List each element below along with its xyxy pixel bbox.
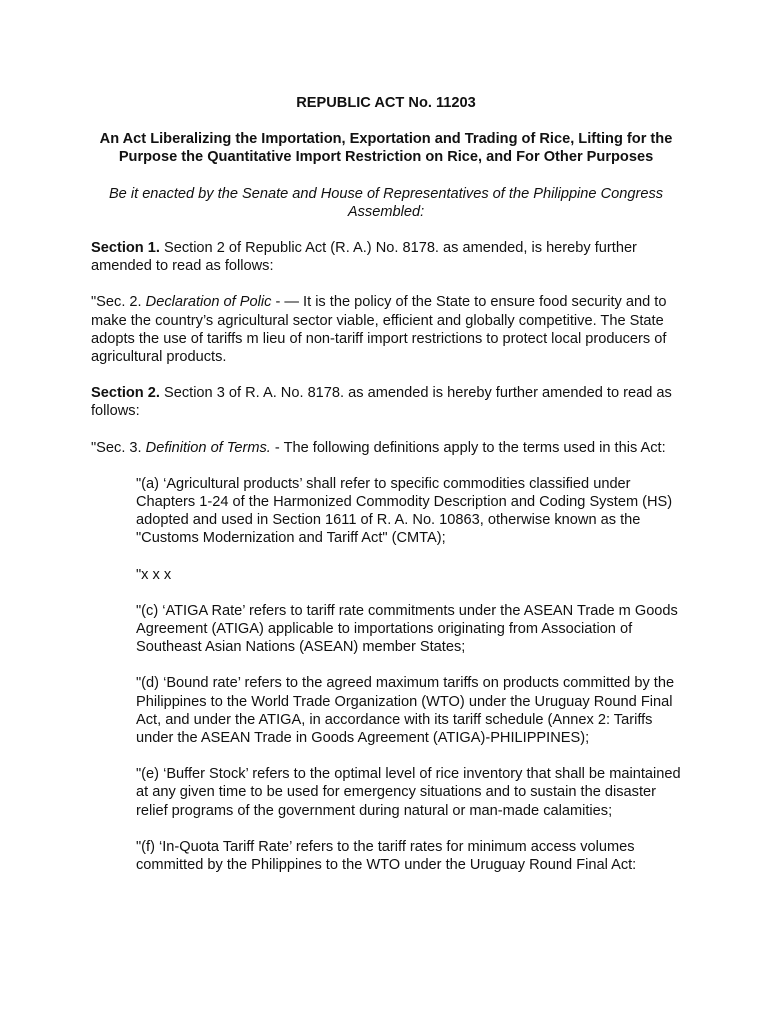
definition-c: "(c) ‘ATIGA Rate’ refers to tariff rate commitments under the ASEAN Trade m Goods Agreement (ATIGA) applicable to importations originating from Association of Southeast Asian Nations (ASEAN) member States; xyxy=(136,602,678,656)
sec-3-paragraph xyxy=(91,439,681,457)
long-title: An Act Liberalizing the Importation, Exportation and Trading of Rice, Lifting for the Purpose the Quantitative Import Restriction on Rice, and For Other Purposes xyxy=(99,131,673,166)
sec-2-heading: Declaration of Polic xyxy=(145,294,272,311)
sec-2-text: - — It is the policy of the State to ensure food security and to make the country’s agricultural sector viable, efficient and globally competitive. The State adopts the use of tariffs m lieu of non-tariff import restrictions to protect local producers of agricultural products. xyxy=(91,294,667,366)
section-1-paragraph xyxy=(91,239,681,275)
sec-3-prefix: "Sec. 3. xyxy=(91,439,146,456)
section-1-heading: Section 1. xyxy=(91,240,160,257)
sec-2-prefix: "Sec. 2. xyxy=(91,294,146,311)
sec-3-text: - The following definitions apply to the terms used in this Act: xyxy=(270,439,666,456)
definition-omitted: "x x x xyxy=(136,566,172,583)
section-2-paragraph xyxy=(91,384,681,420)
enacting-clause: Be it enacted by the Senate and House of Representatives of the Philippine Congress Assembled: xyxy=(108,185,664,220)
definition-d: "(d) ‘Bound rate’ refers to the agreed maximum tariffs on products committed by the Philippines to the World Trade Organization (WTO) under the Uruguay Round Final Act, and under the ATIGA, in accordance with its tariff schedule (Annex 2: Tariffs under the ASEAN Trade in Goods Agreement (ATIGA)-PHILIPPINES); xyxy=(136,675,675,747)
section-2-text: Section 3 of R. A. No. 8178. as amended is hereby further amended to read as follows: xyxy=(91,385,672,420)
sec-2-paragraph xyxy=(91,293,681,366)
document-body xyxy=(91,94,681,892)
section-2-heading: Section 2. xyxy=(91,385,160,402)
definition-e: "(e) ‘Buffer Stock’ refers to the optimal level of rice inventory that shall be maintained at any given time to be used for emergency situations and to sustain the disaster relief programs of the government during natural or man-made calamities; xyxy=(136,766,681,819)
document-title: REPUBLIC ACT No. 11203 xyxy=(296,95,476,111)
definition-f: "(f) ‘In-Quota Tariff Rate’ refers to the tariff rates for minimum access volumes committed by the Philippines to the WTO under the Uruguay Round Final Act: xyxy=(136,838,637,874)
sec-3-heading: Definition of Terms. xyxy=(145,439,271,456)
definition-a: "(a) ‘Agricultural products’ shall refer to specific commodities classified under Chapters 1-24 of the Harmonized Commodity Description and Coding System (HS) adopted and used in Section 1611 of R. A. No. 10863, otherwise known as the "Customs Modernization and Tariff Act" (CMTA); xyxy=(136,475,673,547)
section-1-text: Section 2 of Republic Act (R. A.) No. 8178. as amended, is hereby further amended to read as follows: xyxy=(91,240,637,275)
